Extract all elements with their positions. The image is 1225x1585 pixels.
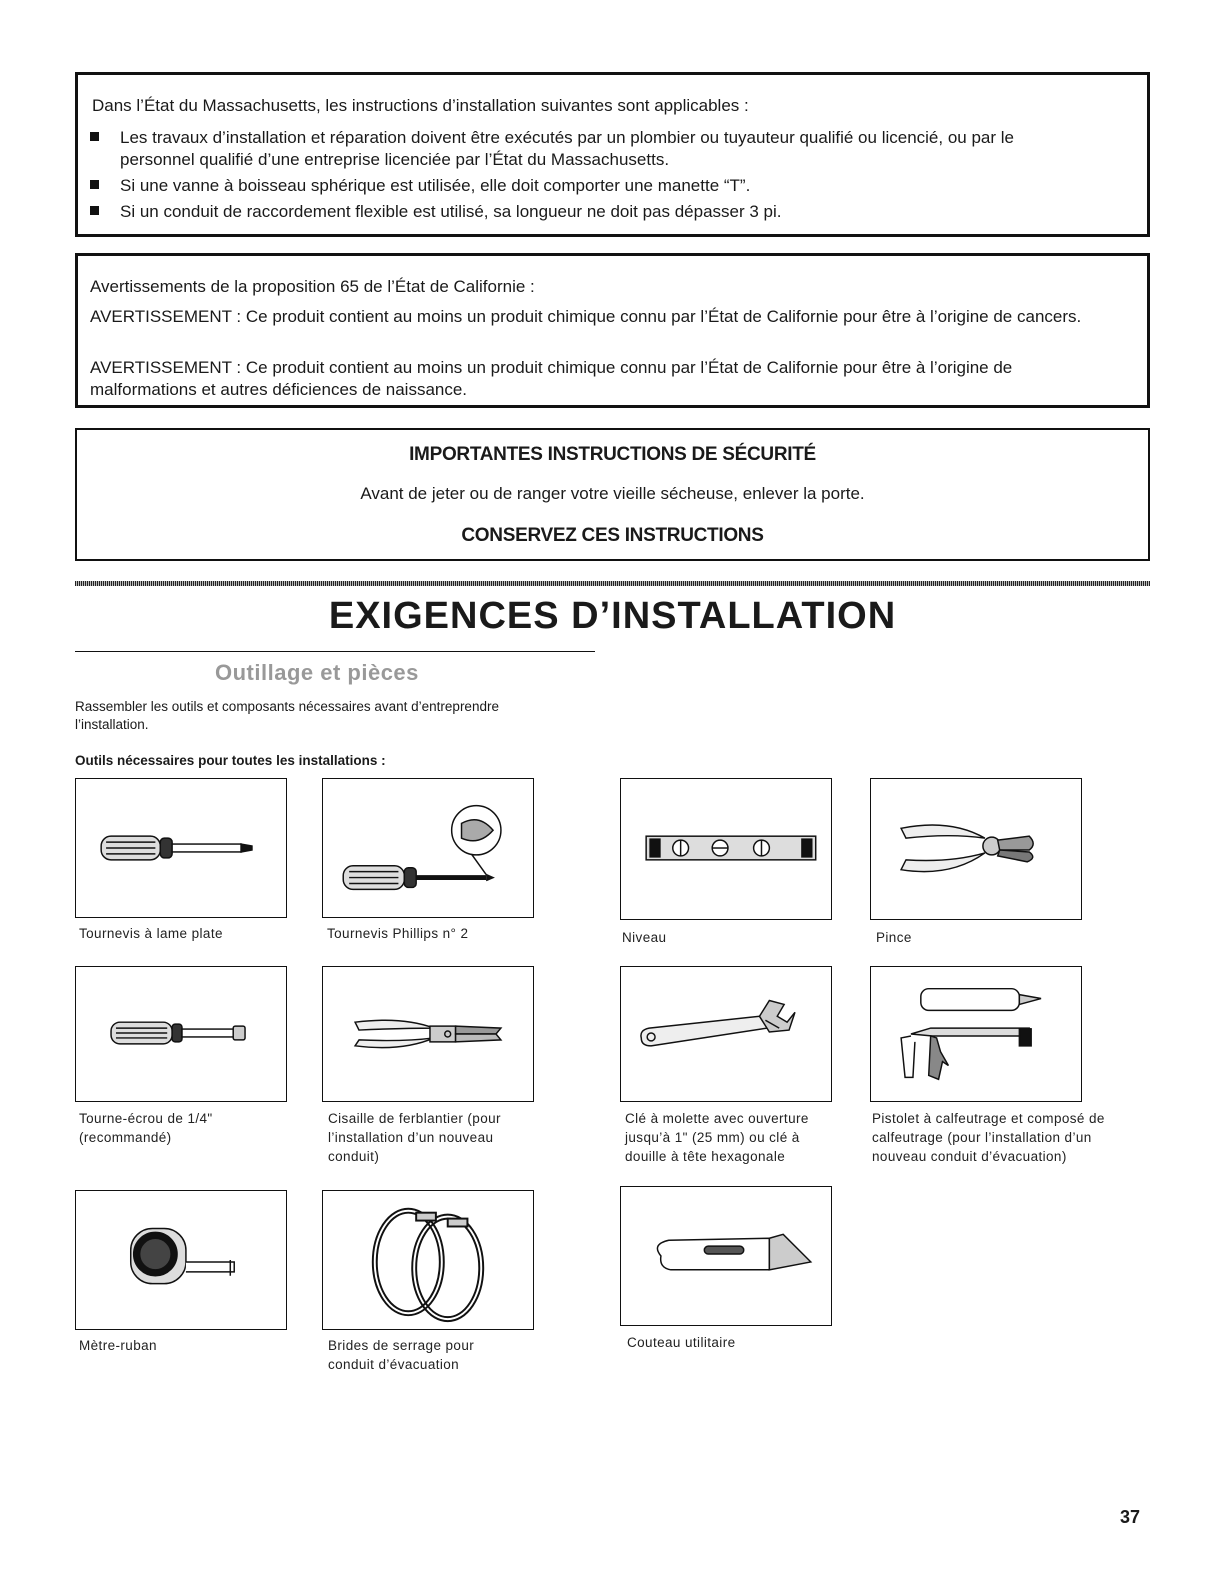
tool-label: Niveau [622,930,667,945]
tool-label: Cisaille de ferblantier (pour l’installation d’un nouveau conduit) [328,1111,501,1164]
california-warning-2: AVERTISSEMENT : Ce produit contient au moins un produit chimique connu par l’État de Californie pour être à l’origine de malformations et autres déficiences de naissance. [90,358,1013,399]
bullet-square-icon [90,206,99,215]
phillips-screwdriver-icon [322,778,534,918]
california-notice [75,253,1150,408]
caulking-gun-icon [870,966,1082,1102]
section-rule [75,651,595,652]
nut-driver-icon [75,966,287,1102]
list-item: Si un conduit de raccordement flexible est utilisé, sa longueur ne doit pas dépasser 3 pi. [90,201,1120,223]
tool-label: Clé à molette avec ouverture jusqu’à 1" (25 mm) ou clé à douille à tête hexagonale [625,1111,809,1164]
tape-measure-icon [75,1190,287,1330]
adjustable-wrench-icon [620,966,832,1102]
california-intro: Avertissements de la proposition 65 de l’État de Californie : [90,277,535,296]
tin-snips-icon [322,966,534,1102]
pliers-icon [870,778,1082,920]
divider [75,581,1150,586]
page-title: EXIGENCES D’INSTALLATION [328,595,897,637]
massachusetts-intro: Dans l’État du Massachusetts, les instructions d’installation suivantes sont applicables : [92,96,749,115]
utility-knife-icon [620,1186,832,1326]
section-title: Outillage et pièces [215,660,419,685]
page-number: 37 [1119,1507,1140,1527]
massachusetts-notice [75,72,1150,237]
tools-heading: Outils nécessaires pour toutes les installations : [75,753,386,768]
bullet-square-icon [90,132,99,141]
flat-screwdriver-icon [75,778,287,918]
safety-instructions [75,428,1150,561]
safety-text: Avant de jeter ou de ranger votre vieille sécheuse, enlever la porte. [360,484,865,503]
tool-label: Pince [876,930,912,945]
california-warning-1: AVERTISSEMENT : Ce produit contient au moins un produit chimique connu par l’État de Californie pour être à l’origine de cancers. [90,307,1082,326]
tool-label: Couteau utilitaire [627,1335,736,1350]
tool-label: Mètre-ruban [79,1338,157,1353]
tool-label: Brides de serrage pour conduit d’évacuation [328,1338,475,1372]
tool-label: Pistolet à calfeutrage et composé de calfeutrage (pour l’installation d’un nouveau conduit d’évacuation) [872,1111,1105,1164]
section-intro: Rassembler les outils et composants nécessaires avant d’entreprendre l’installation. [75,699,499,732]
tool-label: Tourne-écrou de 1/4" (recommandé) [79,1111,213,1145]
level-icon [620,778,832,920]
tool-label: Tournevis Phillips n° 2 [327,926,469,941]
list-item: Si une vanne à boisseau sphérique est utilisée, elle doit comporter une manette “T”. [90,175,1120,197]
bullet-square-icon [90,180,99,189]
tool-label: Tournevis à lame plate [79,926,223,941]
safety-footer: CONSERVEZ CES INSTRUCTIONS [461,525,764,546]
list-item: Les travaux d’installation et réparation doivent être exécutés par un plombier ou tuyauteur qualifié ou licencié, ou par le personnel qualifié d’une entreprise licenciée par l’État du Massachusetts. [90,127,1120,171]
vent-clamps-icon [322,1190,534,1330]
safety-title: IMPORTANTES INSTRUCTIONS DE SÉCURITÉ [409,444,816,465]
